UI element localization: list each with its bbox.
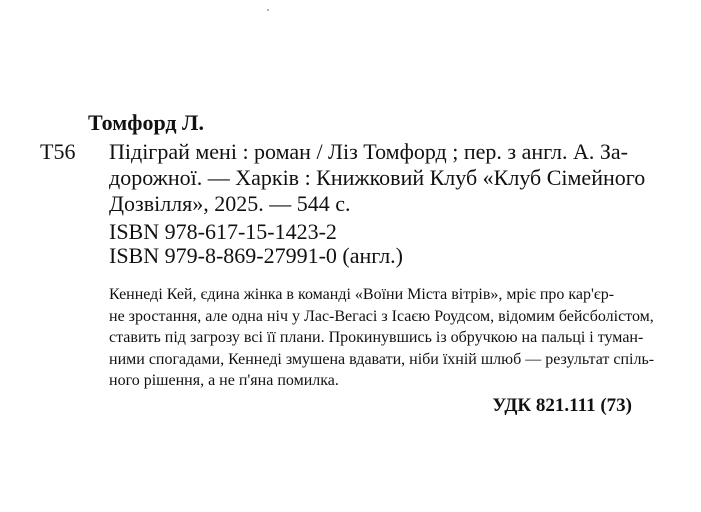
annotation-line: ними спогадами, Кеннеді змушена вдавати, ніби їхній шлюб — результат спіль- xyxy=(109,350,655,368)
udk-code: УДК 821.111 (73) xyxy=(492,395,632,416)
annotation-line: ставить під загрозу всі її плани. Прокинувшись із обручкою на пальці і туман- xyxy=(109,329,644,346)
description-line: Дозвілля», 2025. — 544 с. xyxy=(109,191,351,216)
classification-code: Т56 xyxy=(40,139,76,164)
annotation-line: Кеннеді Кей, єдина жінка в команді «Воїни Міста вітрів», мріє про кар'єр- xyxy=(109,286,615,303)
annotation xyxy=(109,284,654,392)
description-line: дорожної. — Харків : Книжковий Клуб «Клуб Сімейного xyxy=(109,165,646,190)
description-line: Підіграй мені : роман / Ліз Томфорд ; пер. з англ. А. За- xyxy=(109,139,628,164)
annotation-line: ного рішення, а не п'яна помилка. xyxy=(109,372,339,389)
isbn-line: ISBN 979-8-869-27991-0 (англ.) xyxy=(109,243,404,268)
bibliographic-description xyxy=(109,139,645,217)
isbn-line: ISBN 978-617-15-1423-2 xyxy=(109,219,337,244)
author-heading: Томфорд Л. xyxy=(88,110,204,135)
decorative-dot xyxy=(267,9,269,11)
annotation-line: не зростання, але одна ніч у Лас-Вегасі з Ісаєю Роудсом, відомим бейсболістом, xyxy=(109,307,654,325)
